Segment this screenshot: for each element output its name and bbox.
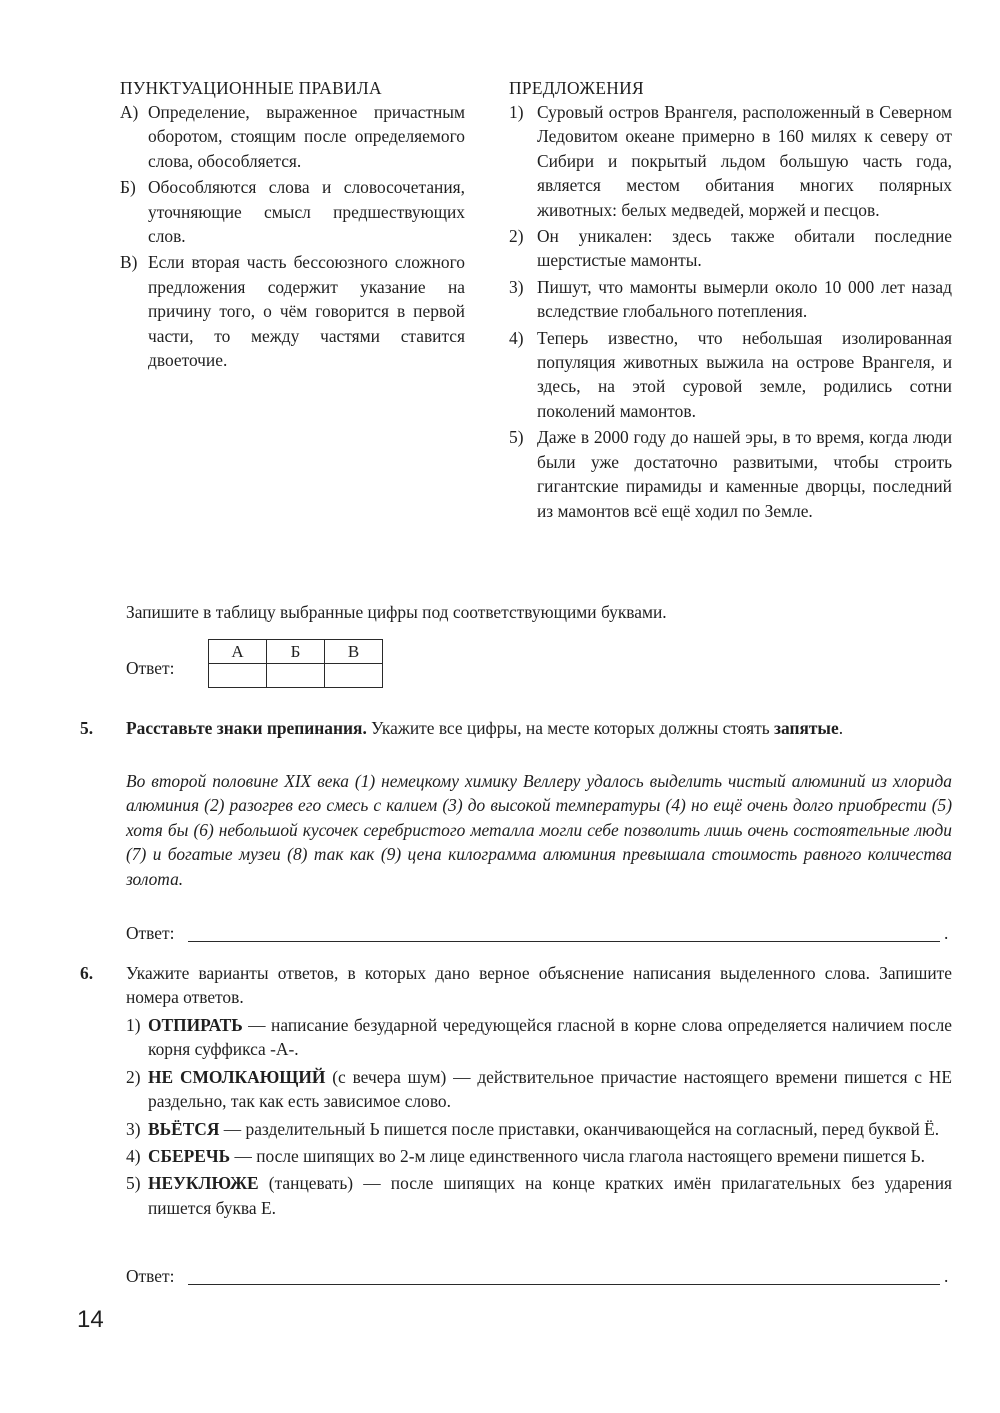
option-marker: 5) xyxy=(126,1173,141,1194)
option-word: ОТПИРАТЬ xyxy=(148,1015,243,1035)
sentence-item xyxy=(509,100,952,222)
sentence-text: Даже в 2000 году до нашей эры, в то время, когда люди были уже достаточно развитыми, чтобы строить гигантские пирамиды и каменные дворцы, последний из мамонтов всё ещё ходил по Земле. xyxy=(537,427,952,521)
option-word: ВЬЁТСЯ xyxy=(148,1118,220,1139)
sentence-text: Пишут, что мамонты вымерли около 10 000 лет назад вследствие глобального потепления. xyxy=(537,276,952,322)
option-item xyxy=(126,1144,952,1168)
option-item xyxy=(126,1171,952,1220)
answer-table-header: В xyxy=(325,640,383,664)
page-number: 14 xyxy=(77,1306,104,1333)
answer-cell-c[interactable] xyxy=(325,664,383,688)
answer-cell-a[interactable] xyxy=(209,664,267,688)
option-marker: 3) xyxy=(126,1118,141,1139)
rule-marker: А) xyxy=(120,102,139,122)
option-text: — разделительный Ь пишется после приставки, оканчивающейся на согласный, перед буквой Ё. xyxy=(219,1118,940,1139)
option-item xyxy=(126,1117,952,1141)
option-note: (танцевать) xyxy=(258,1173,354,1194)
task6-answer-label: Ответ: xyxy=(126,1266,175,1286)
answer-table-header: А xyxy=(209,640,267,664)
answer-table-header: Б xyxy=(267,640,325,664)
rule-item xyxy=(120,100,465,173)
task6-answer-line[interactable] xyxy=(188,1284,940,1285)
matching-answer-label: Ответ: xyxy=(126,658,175,678)
task6-number: 6. xyxy=(80,963,94,983)
option-marker: 4) xyxy=(126,1146,141,1167)
option-marker: 1) xyxy=(126,1015,141,1035)
option-item xyxy=(126,1013,952,1062)
sentence-item xyxy=(509,224,952,273)
option-text: — после шипящих во 2-м лице единственного числа глагола настоящего времени пишется Ь. xyxy=(230,1146,926,1167)
rule-marker: Б) xyxy=(120,177,136,198)
task6-answer-end: . xyxy=(944,1266,949,1286)
answer-table xyxy=(208,639,383,688)
sentence-text: Он уникален: здесь также обитали последние шерстистые мамонты. xyxy=(537,226,952,271)
task5-lead xyxy=(126,716,952,740)
rule-item xyxy=(120,175,465,248)
sentence-text: Теперь известно, что небольшая изолированная популяция животных выжила на острове Врангеля, и здесь, на этой суровой земле, родились сотни поколений мамонтов. xyxy=(537,327,952,421)
rules-header: ПУНКТУАЦИОННЫЕ ПРАВИЛА xyxy=(120,78,382,98)
sentence-marker: 2) xyxy=(509,226,524,247)
rule-text: Обособляются слова и словосочетания, уточняющие смысл предшествующих слов. xyxy=(148,177,465,247)
sentence-item xyxy=(509,275,952,324)
option-word: НЕУКЛЮЖЕ xyxy=(148,1173,259,1194)
option-text: — действительное причастие настоящего времени пишется с НЕ раздельно, так как есть зависимое слово. xyxy=(148,1066,952,1112)
option-text: — после шипящих на конце кратких имён прилагательных без ударения пишется буква Е. xyxy=(148,1173,952,1218)
sentence-item xyxy=(509,425,952,523)
task5-lead-bold: Расставьте знаки препинания. xyxy=(126,718,367,738)
answer-cell-b[interactable] xyxy=(267,664,325,688)
task5-answer-end: . xyxy=(944,923,949,943)
task5-lead-end: . xyxy=(838,718,844,738)
matching-instruction: Запишите в таблицу выбранные цифры под соответствующими буквами. xyxy=(126,602,667,622)
option-text: — написание безударной чередующейся гласной в корне слова определяется наличием после корня суффикса -А-. xyxy=(148,1015,952,1060)
option-item xyxy=(126,1065,952,1114)
task5-text: Во второй половине XIX века (1) немецкому химику Веллеру удалось выделить чистый алюминий из хлорида алюминия (2) разогрев его смесь с калием (3) до высокой температуры (4) но ещё очень долго приобрести (5) хотя бы (6) небольшой кусочек серебристого металла могли себе позволить лишь очень состоятельные люди (7) и богатые музеи (8) так как (9) цена килограмма алюминия превышала стоимость равного количества золота. xyxy=(126,771,952,889)
task5-lead-bold-end: запятые xyxy=(774,718,839,738)
option-word: СБЕРЕЧЬ xyxy=(148,1146,231,1167)
sentences-header: ПРЕДЛОЖЕНИЯ xyxy=(509,78,644,98)
rule-item xyxy=(120,250,465,372)
task6-lead: Укажите варианты ответов, в которых дано верное объяснение написания выделенного слова. Запишите номера ответов. xyxy=(126,963,952,1008)
sentence-marker: 4) xyxy=(509,327,524,348)
task5-number: 5. xyxy=(80,718,94,738)
sentence-marker: 1) xyxy=(509,102,524,122)
task5-answer-label: Ответ: xyxy=(126,923,175,943)
sentence-marker: 5) xyxy=(509,427,524,448)
sentence-text: Суровый остров Врангеля, расположенный в Северном Ледовитом океане примерно в 160 милях к северу от Сибири и покрытый льдом большую часть года, является местом обитания многих полярных животных: белых медведей, моржей и песцов. xyxy=(537,102,952,220)
sentence-item xyxy=(509,326,952,424)
rule-text: Если вторая часть бессоюзного сложного предложения содержит указание на причину того, о чём говорится в первой части, то между частями ставится двоеточие. xyxy=(148,252,465,371)
task5-lead-rest: Укажите все цифры, на месте которых должны стоять xyxy=(366,718,774,738)
option-word: НЕ СМОЛКАЮЩИЙ xyxy=(148,1066,326,1087)
rule-text: Определение, выраженное причастным оборотом, стоящим после определяемого слова, обособляется. xyxy=(148,102,465,171)
rule-marker: В) xyxy=(120,252,138,273)
task6-options xyxy=(126,1013,952,1223)
rules-list xyxy=(120,100,465,374)
task5-answer-line[interactable] xyxy=(188,941,940,942)
sentence-marker: 3) xyxy=(509,276,524,297)
option-note: (с вечера шум) xyxy=(325,1066,447,1087)
sentences-list xyxy=(509,100,952,525)
option-marker: 2) xyxy=(126,1066,141,1087)
